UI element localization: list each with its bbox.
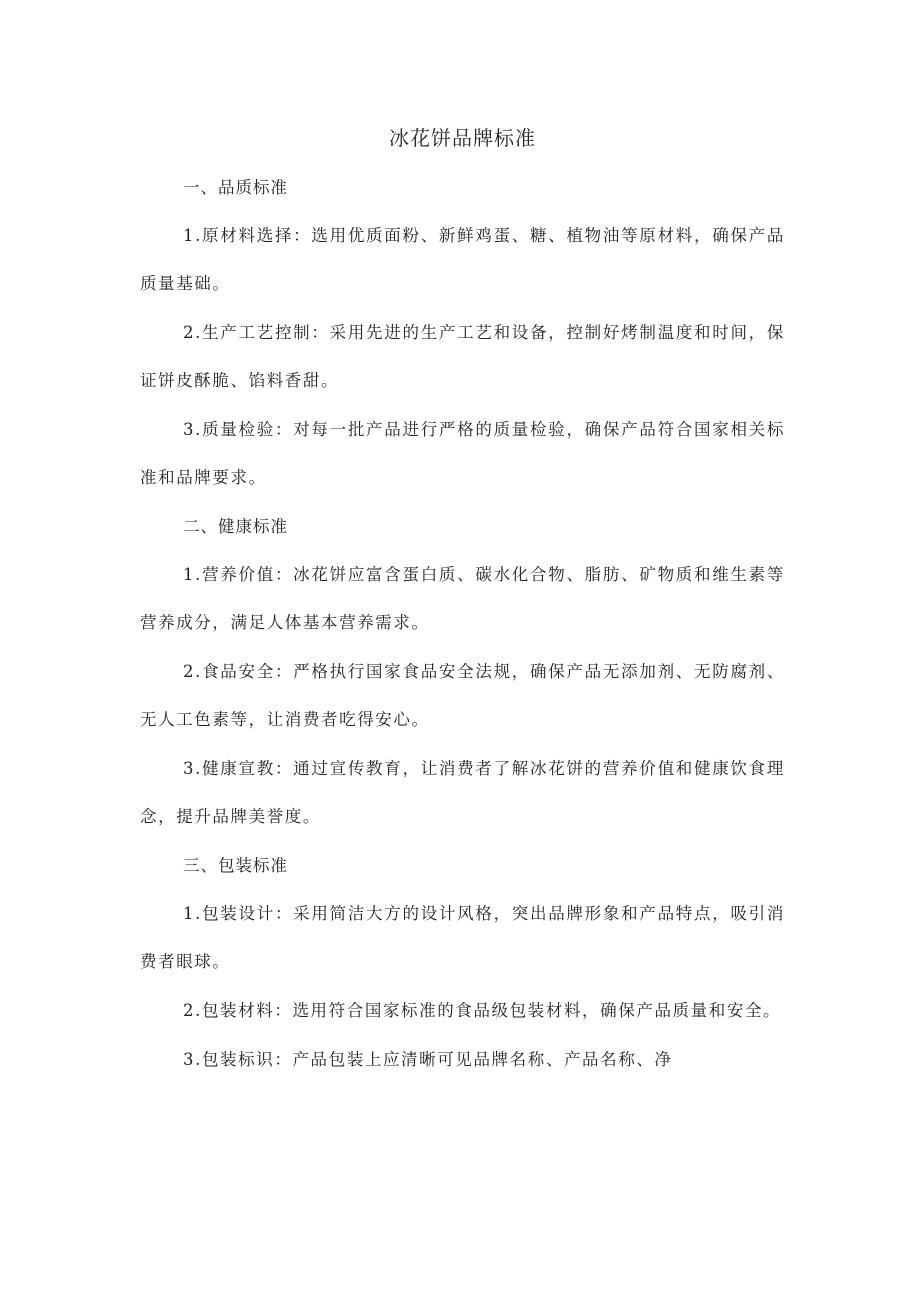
document-title: 冰花饼品牌标准 bbox=[389, 126, 536, 150]
paragraph: 2.生产工艺控制：采用先进的生产工艺和设备，控制好烤制温度和时间，保证饼皮酥脆、馅料香甜。 bbox=[140, 323, 785, 390]
paragraph: 1.包装设计：采用简洁大方的设计风格，突出品牌形象和产品特点，吸引消费者眼球。 bbox=[140, 904, 785, 971]
paragraph: 3.健康宣教：通过宣传教育，让消费者了解冰花饼的营养价值和健康饮食理念，提升品牌美誉度。 bbox=[140, 759, 785, 826]
paragraph: 2.食品安全：严格执行国家食品安全法规，确保产品无添加剂、无防腐剂、无人工色素等，让消费者吃得安心。 bbox=[140, 662, 785, 729]
section-heading: 一、品质标准 bbox=[183, 178, 288, 197]
section-heading: 三、包装标准 bbox=[183, 856, 288, 875]
paragraph: 3.质量检验：对每一批产品进行严格的质量检验，确保产品符合国家相关标准和品牌要求。 bbox=[140, 420, 785, 487]
document-page bbox=[140, 118, 785, 1085]
section-health bbox=[140, 503, 785, 841]
section-packaging bbox=[140, 842, 785, 1084]
paragraph: 1.原材料选择：选用优质面粉、新鲜鸡蛋、糖、植物油等原材料，确保产品质量基础。 bbox=[140, 226, 785, 293]
section-quality bbox=[140, 164, 785, 502]
paragraph: 1.营养价值：冰花饼应富含蛋白质、碳水化合物、脂肪、矿物质和维生素等营养成分，满足人体基本营养需求。 bbox=[140, 565, 785, 632]
section-heading: 二、健康标准 bbox=[183, 517, 288, 536]
paragraph: 3.包装标识：产品包装上应清晰可见品牌名称、产品名称、净 bbox=[183, 1050, 673, 1069]
paragraph: 2.包装材料：选用符合国家标准的食品级包装材料，确保产品质量和安全。 bbox=[183, 1001, 782, 1020]
